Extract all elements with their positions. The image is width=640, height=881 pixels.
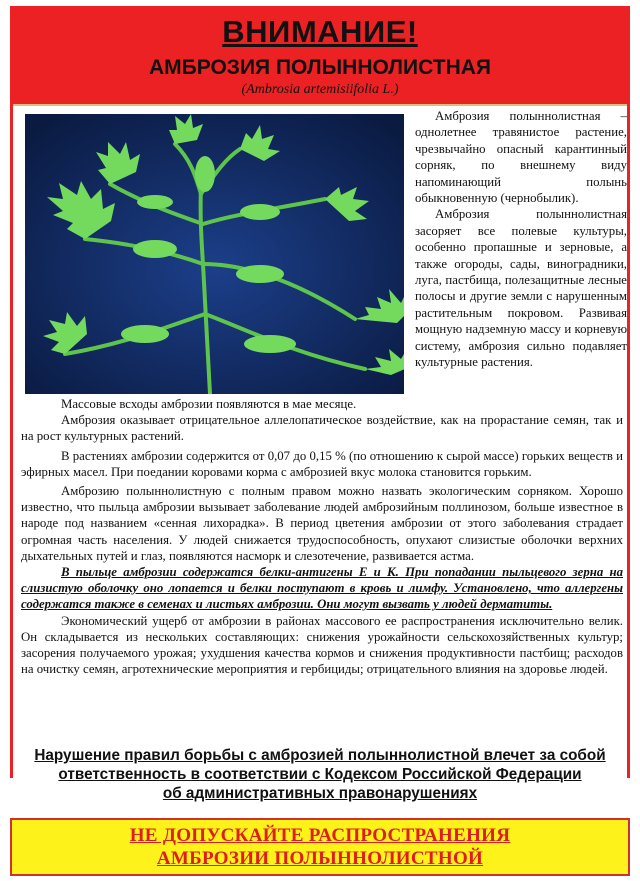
footer-line-1: НЕ ДОПУСКАЙТЕ РАСПРОСТРАНЕНИЯ (129, 825, 511, 846)
legal-notice-line-1: Нарушение правил борьбы с амброзией полыннолистной влечет за собой (34, 747, 606, 764)
footer-line-2: АМБРОЗИИ ПОЛЫННОЛИСТНОЙ (156, 848, 484, 869)
ragweed-plant-photo (25, 114, 404, 394)
legal-notice-line-3: об административных правонарушениях (162, 785, 478, 802)
latin-name: (Ambrosia artemisiifolia L.) (241, 82, 399, 97)
poster-title: ВНИМАНИЕ! (222, 14, 418, 49)
poster-subtitle: АМБРОЗИЯ ПОЛЫННОЛИСТНАЯ (148, 56, 492, 79)
poster (8, 6, 632, 876)
intro-column (415, 108, 627, 371)
paragraph-pollinosis: Амброзию полыннолистную с полным правом можно назвать экологическим сорняком. Хорошо известно, что пыльца амброзии вызывает заболевание людей амброзийным поллинозом, больше известное в народе под названием «сенная лихорадка». В период цветения амброзии от этого заболевания страдает огромная часть населения. У людей снижается трудоспособность, опухают слизистые оболочки верхних дыхательных путей и глаз, появляются насморк и слезотечение, развивается астма. (21, 484, 623, 563)
body-text (21, 396, 623, 677)
paragraph-allergens-warning (21, 564, 623, 613)
allergens-warning-text: В пыльце амброзии содержатся белки-антигены Е и К. При попадании пыльцевого зерна на слизистую оболочку оно лопается и белки поступают в кровь и лимфу. Установлено, что аллергены содержатся также в семенах и листьях амброзии. Они могут вызвать у людей дерматиты. (21, 565, 623, 612)
paragraph-allelopathy: Амброзия оказывает отрицательное аллелопатическое воздействие, как на прорастание семян, так и на рост культурных растений. (21, 413, 623, 444)
intro-paragraph-1: Амброзия полыннолистная – однолетнее травянистое растение, чрезвычайно опасный карантинный сорняк, по внешнему виду напоминающий полынь обыкновенную (чернобылик). (415, 109, 627, 206)
intro-paragraph-2: Амброзия полыннолистная засоряет все полевые культуры, особенно пропашные и зерновые, а также огороды, сады, виноградники, луга, пастбища, полезащитные лесные полосы и другие земли с нарушенным растительным покровом. Развивая мощную надземную массу и корневую систему, амброзия сильно подавляет культурные растения. (415, 207, 627, 370)
plant-illustration (25, 114, 404, 394)
paragraph-bitter-substances: В растениях амброзии содержится от 0,07 до 0,15 % (по отношению к сырой массе) горьких веществ и эфирных масел. При поедании коровами корма с амброзией вкус молока становится горьким. (21, 448, 623, 479)
legal-notice-line-2: ответственность в соответствии с Кодексом Российской Федерации (58, 766, 582, 783)
header-banner (10, 6, 630, 106)
legal-notice (13, 746, 627, 803)
paragraph-sprouts: Массовые всходы амброзии появляются в мае месяце. (61, 397, 357, 411)
paragraph-economic-damage: Экономический ущерб от амброзии в районах массового ее распространения исключительно велик. Он складывается из нескольких составляющих: снижения урожайности сельскохозяйственных культур; засорения получаемого урожая; ухудшения качества кормов и снижения продуктивности пастбищ; расходов на очистку семян, агротехнические мероприятия и гербициды; отрицательного влияния на здоровье людей. (21, 613, 623, 677)
footer-banner (10, 818, 630, 876)
content-frame (10, 104, 630, 802)
